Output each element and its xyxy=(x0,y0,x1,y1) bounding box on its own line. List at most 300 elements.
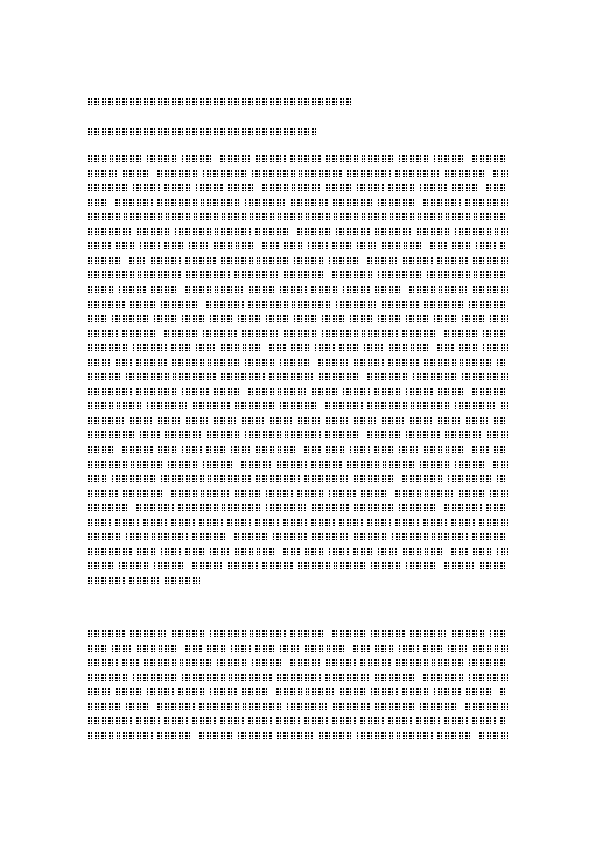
word-gap xyxy=(120,213,124,220)
word-gap xyxy=(121,703,125,710)
word-gap xyxy=(106,155,110,162)
text-line-glyphs xyxy=(88,373,508,380)
word-gap xyxy=(247,170,251,177)
word-gap xyxy=(167,519,171,526)
word-gap xyxy=(442,213,446,220)
word-gap xyxy=(374,271,378,278)
word-gap xyxy=(238,330,242,337)
word-gap xyxy=(307,286,311,293)
word-gap xyxy=(153,732,157,739)
word-gap xyxy=(349,548,353,555)
word-gap xyxy=(386,213,390,220)
word-gap xyxy=(150,562,154,569)
word-gap xyxy=(346,446,350,453)
word-gap xyxy=(384,184,388,191)
word-gap xyxy=(376,242,380,249)
word-gap xyxy=(166,630,170,637)
word-gap xyxy=(393,732,397,739)
word-gap xyxy=(223,519,227,526)
word-gap xyxy=(132,717,136,724)
word-gap xyxy=(332,301,336,308)
word-gap xyxy=(406,630,410,637)
word-gap xyxy=(229,548,233,555)
word-gap xyxy=(411,228,415,235)
word-gap xyxy=(468,717,472,724)
word-gap xyxy=(433,257,437,264)
word-gap xyxy=(379,461,383,468)
word-gap xyxy=(418,446,422,453)
word-gap xyxy=(493,548,497,555)
word-gap xyxy=(118,659,122,666)
text-line-glyphs xyxy=(88,431,508,438)
word-gap xyxy=(496,242,500,249)
word-gap xyxy=(117,170,121,177)
word-gap xyxy=(217,373,221,380)
text-line xyxy=(88,301,508,308)
text-line xyxy=(88,446,508,453)
word-gap xyxy=(211,228,215,235)
word-gap xyxy=(398,688,402,695)
word-gap xyxy=(330,562,334,569)
word-gap xyxy=(181,257,185,264)
word-gap xyxy=(179,286,183,293)
word-gap xyxy=(145,257,149,264)
word-gap xyxy=(467,645,471,652)
word-gap xyxy=(171,228,175,235)
word-gap xyxy=(202,446,206,453)
word-gap xyxy=(160,242,164,249)
word-gap xyxy=(216,717,220,724)
word-gap xyxy=(136,242,140,249)
word-gap xyxy=(156,475,160,482)
word-gap xyxy=(131,645,135,652)
word-gap xyxy=(187,402,191,409)
word-gap xyxy=(295,170,299,177)
word-gap xyxy=(371,703,375,710)
text-line xyxy=(88,184,508,191)
word-gap xyxy=(488,417,492,424)
word-gap xyxy=(432,417,436,424)
word-gap xyxy=(299,645,303,652)
word-gap xyxy=(111,519,115,526)
word-gap xyxy=(357,490,361,497)
word-gap xyxy=(356,659,360,666)
word-gap xyxy=(182,271,186,278)
word-gap xyxy=(288,301,292,308)
word-gap xyxy=(466,388,470,395)
text-line-glyphs xyxy=(88,402,508,409)
word-gap xyxy=(113,402,117,409)
word-gap xyxy=(301,548,305,555)
word-gap xyxy=(129,344,133,351)
word-gap xyxy=(261,490,265,497)
word-gap xyxy=(135,431,139,438)
word-gap xyxy=(453,490,457,497)
word-gap xyxy=(278,271,282,278)
word-gap xyxy=(153,199,157,206)
word-gap xyxy=(177,315,181,322)
word-gap xyxy=(300,717,304,724)
word-gap xyxy=(300,475,304,482)
word-gap xyxy=(326,630,330,637)
word-gap xyxy=(485,315,489,322)
word-gap xyxy=(174,688,178,695)
word-gap xyxy=(240,359,244,366)
word-gap xyxy=(330,213,334,220)
word-gap xyxy=(325,548,329,555)
word-gap xyxy=(244,301,248,308)
text-line-glyphs xyxy=(88,688,508,695)
word-gap xyxy=(356,717,360,724)
word-gap xyxy=(328,717,332,724)
text-line-glyphs xyxy=(88,330,508,337)
text-line xyxy=(88,577,200,584)
word-gap xyxy=(358,155,362,162)
word-gap xyxy=(491,645,495,652)
word-gap xyxy=(160,717,164,724)
word-gap xyxy=(127,461,131,468)
word-gap xyxy=(163,461,167,468)
word-gap xyxy=(363,402,367,409)
word-gap xyxy=(208,242,212,249)
word-gap xyxy=(273,674,277,681)
word-gap xyxy=(274,388,278,395)
text-line-glyphs xyxy=(88,717,508,724)
text-line xyxy=(88,732,508,739)
word-gap xyxy=(302,213,306,220)
word-gap xyxy=(265,373,269,380)
word-gap xyxy=(396,475,400,482)
text-line xyxy=(88,359,508,366)
text-line-glyphs xyxy=(88,359,508,366)
word-gap xyxy=(155,645,159,652)
word-gap xyxy=(361,257,365,264)
word-gap xyxy=(165,490,169,497)
word-gap xyxy=(203,645,207,652)
word-gap xyxy=(263,344,267,351)
word-gap xyxy=(384,359,388,366)
word-gap xyxy=(366,562,370,569)
word-gap xyxy=(451,461,455,468)
word-gap xyxy=(448,242,452,249)
word-gap xyxy=(233,732,237,739)
word-gap xyxy=(252,475,256,482)
text-line-glyphs xyxy=(88,519,508,526)
text-line xyxy=(88,548,508,555)
word-gap xyxy=(473,732,477,739)
text-line xyxy=(88,344,508,351)
word-gap xyxy=(132,388,136,395)
text-line xyxy=(88,402,508,409)
word-gap xyxy=(402,562,406,569)
word-gap xyxy=(334,688,338,695)
word-gap xyxy=(486,630,490,637)
word-gap xyxy=(246,213,250,220)
word-gap xyxy=(229,490,233,497)
word-gap xyxy=(241,199,245,206)
word-gap xyxy=(404,417,408,424)
word-gap xyxy=(276,359,280,366)
text-line-glyphs xyxy=(88,577,200,584)
word-gap xyxy=(444,475,448,482)
word-gap xyxy=(125,577,129,584)
text-line xyxy=(88,688,508,695)
text-line xyxy=(88,674,508,681)
word-gap xyxy=(359,344,363,351)
word-gap xyxy=(331,228,335,235)
word-gap xyxy=(420,359,424,366)
word-gap xyxy=(401,315,405,322)
word-gap xyxy=(195,703,199,710)
word-gap xyxy=(246,630,250,637)
word-gap xyxy=(335,344,339,351)
text-line xyxy=(88,417,508,424)
word-gap xyxy=(328,242,332,249)
word-gap xyxy=(184,242,188,249)
word-gap xyxy=(469,257,473,264)
word-gap xyxy=(466,446,470,453)
text-line-glyphs xyxy=(88,344,508,351)
text-line-glyphs xyxy=(88,417,508,424)
text-line xyxy=(88,703,508,710)
word-gap xyxy=(192,184,196,191)
word-gap xyxy=(353,732,357,739)
word-gap xyxy=(275,402,279,409)
text-line xyxy=(88,388,508,395)
word-gap xyxy=(409,373,413,380)
word-gap xyxy=(373,548,377,555)
word-gap xyxy=(352,242,356,249)
word-gap xyxy=(416,184,420,191)
word-gap xyxy=(178,446,182,453)
word-gap xyxy=(204,475,208,482)
word-gap xyxy=(352,184,356,191)
word-gap xyxy=(358,213,362,220)
word-gap xyxy=(210,388,214,395)
text-line xyxy=(88,504,508,511)
word-gap xyxy=(457,373,461,380)
word-gap xyxy=(304,242,308,249)
text-line xyxy=(88,315,508,322)
word-gap xyxy=(442,446,446,453)
word-gap xyxy=(451,402,455,409)
word-gap xyxy=(317,315,321,322)
word-gap xyxy=(490,446,494,453)
word-gap xyxy=(479,344,483,351)
word-gap xyxy=(475,519,479,526)
word-gap xyxy=(400,242,404,249)
word-gap xyxy=(318,330,322,337)
word-gap xyxy=(107,315,111,322)
word-gap xyxy=(369,674,373,681)
word-gap xyxy=(391,519,395,526)
word-gap xyxy=(281,431,285,438)
word-gap xyxy=(289,315,293,322)
word-gap xyxy=(446,630,450,637)
word-gap xyxy=(140,659,144,666)
word-gap xyxy=(169,373,173,380)
word-gap xyxy=(466,155,470,162)
word-gap xyxy=(363,519,367,526)
word-gap xyxy=(350,504,354,511)
word-gap xyxy=(440,717,444,724)
word-gap xyxy=(222,562,226,569)
word-gap xyxy=(420,301,424,308)
text-line xyxy=(88,475,508,482)
text-line-glyphs xyxy=(88,271,508,278)
word-gap xyxy=(149,315,153,322)
word-gap xyxy=(388,533,392,540)
word-gap xyxy=(421,548,425,555)
word-gap xyxy=(306,504,310,511)
word-gap xyxy=(133,548,137,555)
word-gap xyxy=(338,388,342,395)
word-gap xyxy=(447,519,451,526)
word-gap xyxy=(110,688,114,695)
word-gap xyxy=(430,688,434,695)
text-line-glyphs xyxy=(88,490,508,497)
word-gap xyxy=(417,199,421,206)
text-line-glyphs xyxy=(88,504,508,511)
word-gap xyxy=(371,228,375,235)
word-gap xyxy=(327,703,331,710)
word-gap xyxy=(462,688,466,695)
word-gap xyxy=(228,533,232,540)
text-line xyxy=(88,271,508,278)
word-gap xyxy=(467,286,471,293)
word-gap xyxy=(439,170,443,177)
word-gap xyxy=(206,688,210,695)
word-gap xyxy=(188,717,192,724)
word-gap xyxy=(443,645,447,652)
word-gap xyxy=(122,533,126,540)
word-gap xyxy=(178,388,182,395)
word-gap xyxy=(268,533,272,540)
word-gap xyxy=(481,431,485,438)
word-gap xyxy=(494,688,498,695)
text-line xyxy=(88,490,508,497)
word-gap xyxy=(239,344,243,351)
word-gap xyxy=(392,659,396,666)
word-gap xyxy=(366,688,370,695)
word-gap xyxy=(115,286,119,293)
word-gap xyxy=(415,703,419,710)
text-line xyxy=(88,431,508,438)
word-gap xyxy=(456,359,460,366)
word-gap xyxy=(464,659,468,666)
word-gap xyxy=(394,446,398,453)
word-gap xyxy=(407,402,411,409)
word-gap xyxy=(307,461,311,468)
word-gap xyxy=(168,359,172,366)
word-gap xyxy=(384,717,388,724)
word-gap xyxy=(419,519,423,526)
text-line-glyphs xyxy=(88,257,508,264)
word-gap xyxy=(376,301,380,308)
word-gap xyxy=(230,271,234,278)
word-gap xyxy=(131,228,135,235)
word-gap xyxy=(492,475,496,482)
word-gap xyxy=(435,286,439,293)
text-line-glyphs xyxy=(88,242,508,249)
word-gap xyxy=(455,344,459,351)
word-gap xyxy=(329,199,333,206)
text-line xyxy=(88,199,508,206)
word-gap xyxy=(218,213,222,220)
word-gap xyxy=(205,548,209,555)
word-gap xyxy=(214,155,218,162)
text-line-glyphs xyxy=(88,630,508,637)
word-gap xyxy=(208,417,212,424)
word-gap xyxy=(243,286,247,293)
word-gap xyxy=(371,645,375,652)
word-gap xyxy=(201,431,205,438)
word-gap xyxy=(128,184,132,191)
word-gap xyxy=(231,402,235,409)
word-gap xyxy=(206,630,210,637)
word-gap xyxy=(241,431,245,438)
word-gap xyxy=(109,199,113,206)
word-gap xyxy=(370,388,374,395)
word-gap xyxy=(288,184,292,191)
word-gap xyxy=(370,446,374,453)
word-gap xyxy=(242,388,246,395)
word-gap xyxy=(403,286,407,293)
word-gap xyxy=(188,533,192,540)
word-gap xyxy=(431,344,435,351)
text-line xyxy=(88,286,508,293)
word-gap xyxy=(319,402,323,409)
word-gap xyxy=(193,732,197,739)
word-gap xyxy=(285,199,289,206)
text-line-glyphs xyxy=(88,286,508,293)
word-gap xyxy=(321,431,325,438)
word-gap xyxy=(430,155,434,162)
text-line-glyphs xyxy=(88,301,508,308)
word-gap xyxy=(373,199,377,206)
word-gap xyxy=(162,213,166,220)
text-line xyxy=(88,562,508,569)
word-gap xyxy=(118,330,122,337)
word-gap xyxy=(424,242,428,249)
word-gap xyxy=(271,461,275,468)
word-gap xyxy=(464,301,468,308)
text-line xyxy=(88,228,508,235)
word-gap xyxy=(251,519,255,526)
text-line xyxy=(88,519,508,526)
word-gap xyxy=(306,388,310,395)
word-gap xyxy=(451,228,455,235)
word-gap xyxy=(470,213,474,220)
word-gap xyxy=(274,446,278,453)
word-gap xyxy=(482,504,486,511)
text-line xyxy=(88,330,508,337)
word-gap xyxy=(152,417,156,424)
word-gap xyxy=(251,645,255,652)
word-gap xyxy=(124,417,128,424)
word-gap xyxy=(291,228,295,235)
word-gap xyxy=(459,703,463,710)
word-gap xyxy=(307,519,311,526)
text-line-glyphs xyxy=(88,155,508,162)
word-gap xyxy=(200,301,204,308)
text-line xyxy=(88,213,508,220)
word-gap xyxy=(232,242,236,249)
word-gap xyxy=(107,645,111,652)
word-gap xyxy=(312,359,316,366)
word-gap xyxy=(320,184,324,191)
word-gap xyxy=(335,519,339,526)
